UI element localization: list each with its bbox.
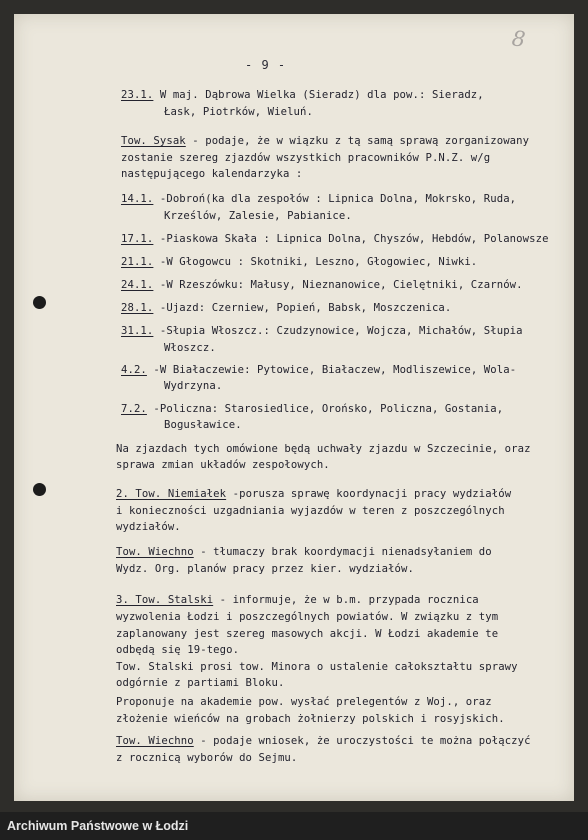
- text-line: wyzwolenia Łodzi i poszczególnych powiatów. W związku z tym: [116, 611, 499, 623]
- text-line: Tow. Stalski prosi tow. Minora o ustalenie całokształtu sprawy: [116, 661, 518, 673]
- text-line: Krześlów, Zalesie, Pabianice.: [164, 210, 352, 222]
- text-line: 21.1. -W Głogowcu : Skotniki, Leszno, Głogowiec, Niwki.: [121, 256, 478, 268]
- text-line: 4.2. -W Białaczewie: Pytowice, Białaczew, Modliszewice, Wola-: [121, 364, 517, 376]
- text-line: złożenie wieńców na grobach żołnierzy polskich i rosyjskich.: [116, 713, 505, 725]
- page-number: - 9 -: [245, 58, 287, 72]
- pencil-page-mark: 8: [510, 26, 527, 52]
- text-line: Na zjazdach tych omówione będą uchwały zjazdu w Szczecinie, oraz: [116, 443, 531, 455]
- text-line: Wydrzyna.: [164, 380, 223, 392]
- text-line: 14.1. -Dobroń(ka dla zespołów : Lipnica Dolna, Mokrsko, Ruda,: [121, 193, 517, 205]
- text-line: 17.1. -Piaskowa Skała : Lipnica Dolna, Chyszów, Hebdów, Polanowsze: [121, 233, 549, 245]
- text-line: odgórnie z partiami Bloku.: [116, 677, 285, 689]
- text-line: Bogusławice.: [164, 419, 242, 431]
- text-line: 24.1. -W Rzeszówku: Małusy, Nieznanowice, Cielętniki, Czarnów.: [121, 279, 523, 291]
- text-line: Łask, Piotrków, Wieluń.: [164, 106, 313, 118]
- punch-hole-icon: [33, 483, 46, 496]
- text-line: wydziałów.: [116, 521, 181, 533]
- text-line: odbędą się 19-tego.: [116, 644, 240, 656]
- text-line: Tow. Wiechno - podaje wniosek, że uroczystości te można połączyć: [116, 735, 531, 747]
- text-line: Proponuje na akademie pow. wysłać prelegentów z Woj., oraz: [116, 696, 492, 708]
- text-line: 28.1. -Ujazd: Czerniew, Popień, Babsk, Moszczenica.: [121, 302, 452, 314]
- archive-footer-bar: [0, 812, 588, 840]
- text-line: 31.1. -Słupia Włoszcz.: Czudzynowice, Wojcza, Michałów, Słupia: [121, 325, 523, 337]
- text-line: Wydz. Org. planów pracy przez kier. wydziałów.: [116, 563, 414, 575]
- text-line: Tow. Sysak - podaje, że w wiązku z tą samą sprawą zorganizowany: [121, 135, 530, 147]
- text-line: zaplanowany jest szereg masowych akcji. W Łodzi akademie te: [116, 628, 499, 640]
- text-line: 3. Tow. Stalski - informuje, że w b.m. przypada rocznica: [116, 594, 479, 606]
- text-line: sprawa zmian układów zespołowych.: [116, 459, 330, 471]
- punch-hole-icon: [33, 296, 46, 309]
- text-line: Tow. Wiechno - tłumaczy brak koordymacji nienadsyłaniem do: [116, 546, 492, 558]
- text-line: 23.1. W maj. Dąbrowa Wielka (Sieradz) dla pow.: Sieradz,: [121, 89, 484, 101]
- text-line: zostanie szereg zjazdów wszystkich pracowników P.N.Z. w/g: [121, 152, 491, 164]
- text-line: następującego kalendarzyka :: [121, 168, 303, 180]
- archive-name: Archiwum Państwowe w Łodzi: [7, 819, 189, 833]
- text-line: 2. Tow. Niemiałek -porusza sprawę koordynacji pracy wydziałów: [116, 488, 512, 500]
- text-line: 7.2. -Policzna: Starosiedlice, Orońsko, Policzna, Gostania,: [121, 403, 504, 415]
- text-line: i konieczności uzgadniania wyjazdów w teren z poszczególnych: [116, 505, 505, 517]
- text-line: Włoszcz.: [164, 342, 216, 354]
- text-line: z rocznicą wyborów do Sejmu.: [116, 752, 298, 764]
